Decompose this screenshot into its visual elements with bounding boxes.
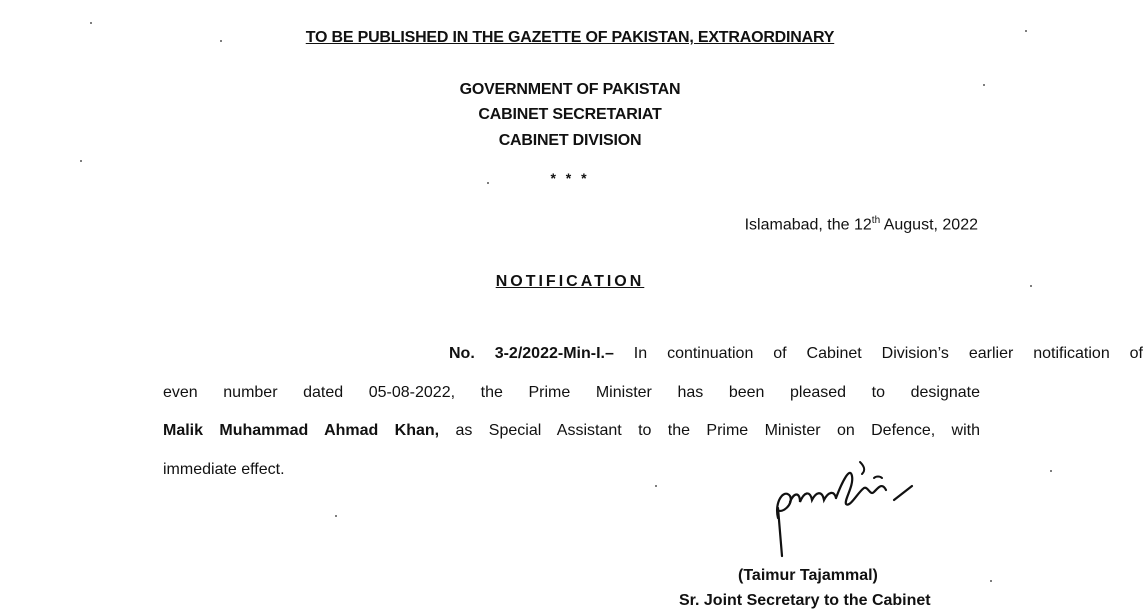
scan-speck — [983, 84, 985, 86]
date-prefix: Islamabad, the 12 — [744, 216, 872, 234]
gazette-publication-line: TO BE PUBLISHED IN THE GAZETTE OF PAKISTAN, EXTRAORDINARY — [305, 29, 835, 46]
scan-speck — [90, 22, 92, 24]
notification-title: NOTIFICATION — [495, 273, 645, 290]
body-line-3-text: as Special Assistant to the Prime Minister on Defence, with — [439, 422, 981, 439]
body-line-1 — [449, 345, 1143, 367]
signatory-name: (Taimur Tajammal) — [738, 567, 878, 584]
handwritten-signature — [764, 452, 924, 562]
appointee-name: Malik Muhammad Ahmad Khan, — [163, 422, 440, 439]
org-division: CABINET DIVISION — [498, 132, 642, 149]
scan-speck — [80, 160, 82, 162]
scan-speck — [487, 182, 489, 184]
scan-speck — [1025, 30, 1027, 32]
scan-speck — [1030, 285, 1032, 287]
scan-speck — [990, 580, 992, 582]
issue-date — [745, 215, 978, 234]
date-ordinal-suffix: th — [871, 215, 881, 226]
org-secretariat: CABINET SECRETARIAT — [478, 106, 662, 123]
scan-speck — [1050, 470, 1052, 472]
scan-speck — [655, 485, 657, 487]
body-line-3 — [163, 422, 980, 444]
notification-number: No. 3-2/2022-Min-I.– — [449, 345, 614, 362]
section-separator: * * * — [550, 170, 590, 186]
date-suffix: August, 2022 — [880, 216, 978, 234]
body-line-4: immediate effect. — [163, 461, 285, 478]
signatory-title: Sr. Joint Secretary to the Cabinet — [679, 592, 931, 609]
body-line-2: even number dated 05-08-2022, the Prime Minister has been pleased to designate — [163, 384, 980, 401]
scan-speck — [220, 40, 222, 42]
scan-speck — [335, 515, 337, 517]
org-government: GOVERNMENT OF PAKISTAN — [459, 81, 681, 98]
body-line-1-text: In continuation of Cabinet Division’s earlier notification of — [613, 345, 1143, 362]
